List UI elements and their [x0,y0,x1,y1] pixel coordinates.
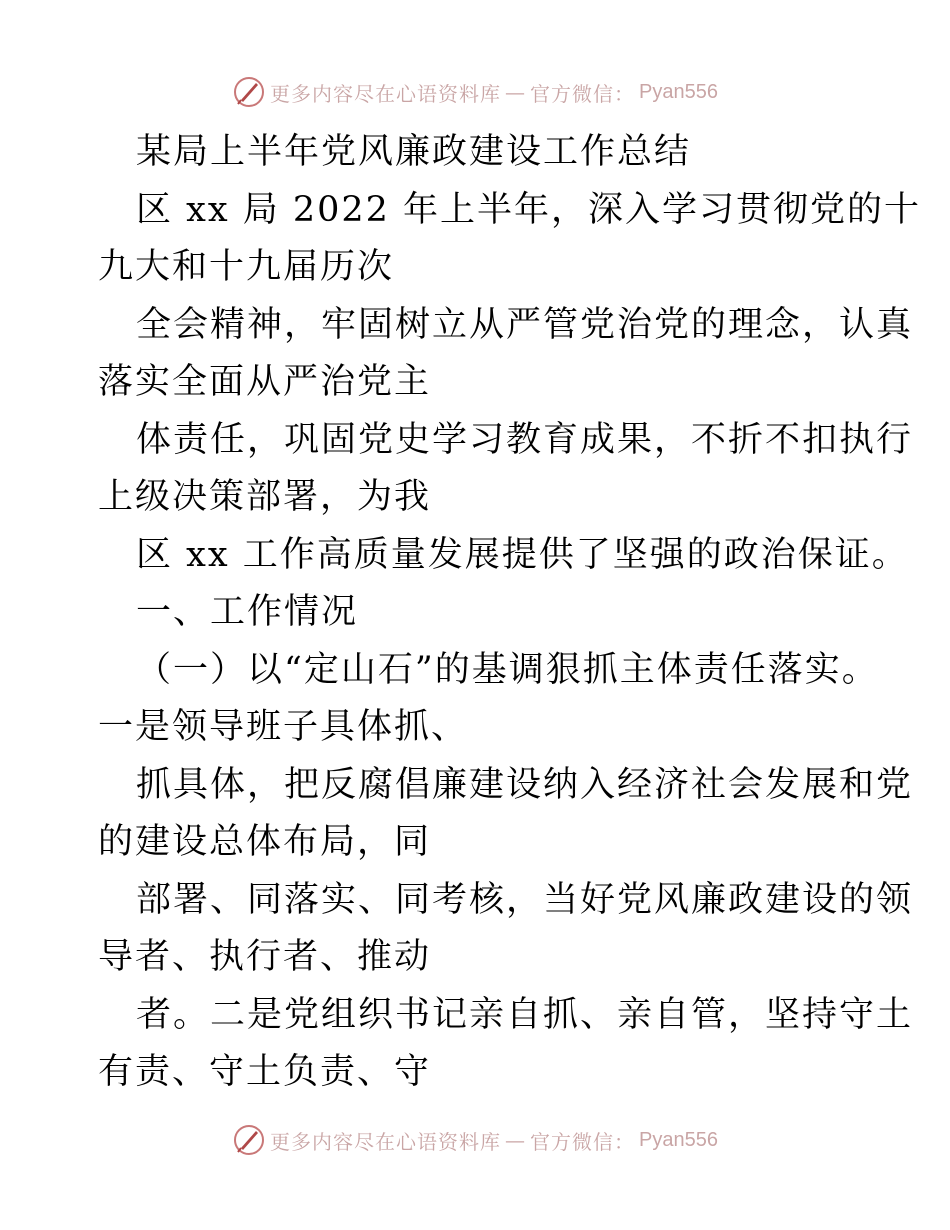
watermark-suffix: 官方微信： [530,1129,636,1154]
subsection-heading: （一）以“定山石”的基调狠抓主体责任落实。 [136,649,879,690]
watermark-banner [232,75,718,109]
paragraph-line: 一是领导班子具体抓、 [98,707,469,747]
paragraph-line: 上级决策部署，为我 [98,477,432,517]
footer-watermark [0,1120,950,1160]
paragraph-line: 体责任，巩固党史学习教育成果，不折不扣执行 [136,419,914,460]
paragraph-line: 抓具体，把反腐倡廉建设纳入经济社会发展和党 [136,764,914,805]
header-watermark [0,72,950,112]
section-heading: 一、工作情况 [136,592,359,632]
paragraph-line: 有责、守土负责、守 [98,1052,432,1092]
document-title: 某局上半年党风廉政建设工作总结 [136,132,692,172]
paragraph-line: 区 xx 工作高质量发展提供了坚强的政治保证。 [136,534,909,575]
watermark-separator: — [505,80,527,104]
paragraph-line: 区 xx 局 2022 年上半年，深入学习贯彻党的十 [136,189,922,230]
watermark-wechat: Pyan556 [639,80,718,103]
paragraph-line: 全会精神，牢固树立从严管党治党的理念，认真 [136,304,914,345]
feather-pen-logo-icon [232,1123,266,1157]
feather-pen-logo-icon [232,75,266,109]
paragraph-line: 落实全面从严治党主 [98,362,432,402]
paragraph-line: 导者、执行者、推动 [98,937,432,977]
paragraph-line: 者。二是党组织书记亲自抓、亲自管，坚持守土 [136,994,914,1035]
paragraph-line: 的建设总体布局，同 [98,822,432,862]
document-body [98,124,922,1102]
paragraph-line: 九大和十九届历次 [98,247,395,287]
watermark-banner [232,1123,718,1157]
paragraph-line: 部署、同落实、同考核，当好党风廉政建设的领 [136,879,914,920]
watermark-separator: — [505,1128,527,1152]
watermark-wechat: Pyan556 [639,1128,718,1151]
watermark-suffix: 官方微信： [530,81,636,106]
watermark-text: 更多内容尽在心语资料库 [270,1129,502,1154]
watermark-text: 更多内容尽在心语资料库 [270,81,502,106]
